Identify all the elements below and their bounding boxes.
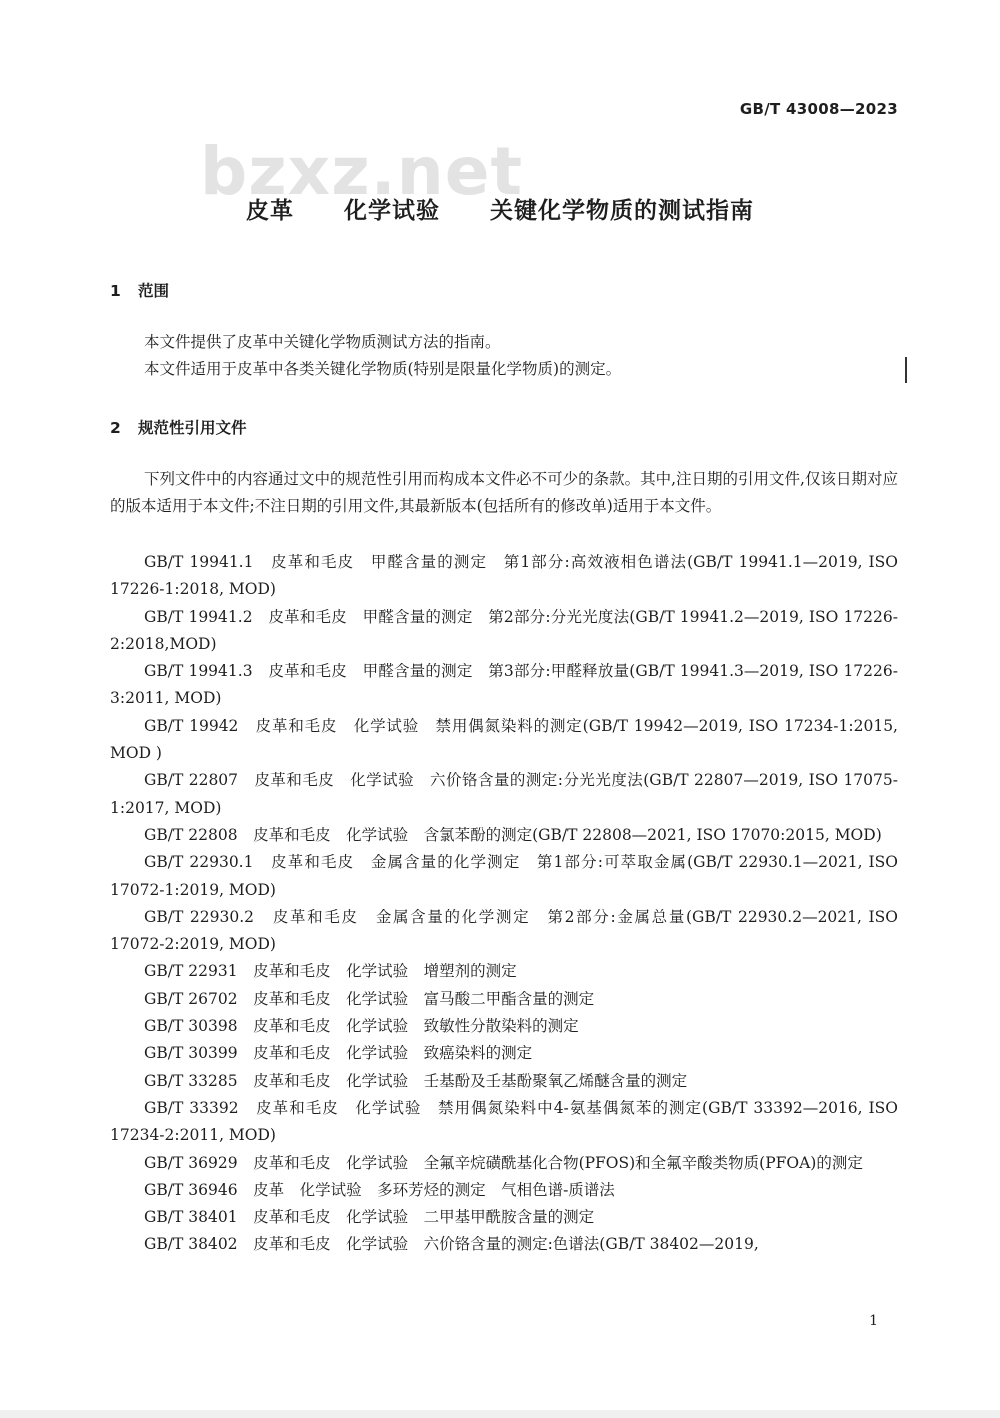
reference-item: GB/T 33392 皮革和毛皮 化学试验 禁用偶氮染料中4-氨基偶氮苯的测定(GB/T 33392—2016, ISO 17234-2:2011, MOD) <box>110 1098 903 1145</box>
section-title: 范围 <box>138 282 170 300</box>
reference-item: GB/T 38401 皮革和毛皮 化学试验 二甲基甲酰胺含量的测定 <box>144 1208 595 1227</box>
reference-item: GB/T 19941.1 皮革和毛皮 甲醛含量的测定 第1部分:高效液相色谱法(GB/T 19941.1—2019, ISO 17226-1:2018, MOD) <box>110 553 903 599</box>
reference-item: GB/T 30398 皮革和毛皮 化学试验 致敏性分散染料的测定 <box>144 1017 579 1036</box>
reference-list <box>110 549 903 1259</box>
reference-item: GB/T 22930.1 皮革和毛皮 金属含量的化学测定 第1部分:可萃取金属(GB/T 22930.1—2021, ISO 17072-1:2019, MOD) <box>110 853 903 899</box>
section-1-heading <box>110 279 169 301</box>
section-number: 2 <box>110 419 121 437</box>
revision-bar <box>905 357 907 383</box>
section-number: 1 <box>110 282 121 300</box>
reference-item: GB/T 30399 皮革和毛皮 化学试验 致癌染料的测定 <box>144 1044 533 1063</box>
scope-paragraph: 本文件提供了皮革中关键化学物质测试方法的指南。 <box>144 333 501 351</box>
reference-item: GB/T 33285 皮革和毛皮 化学试验 壬基酚及壬基酚聚氧乙烯醚含量的测定 <box>144 1071 688 1090</box>
reference-item: GB/T 22808 皮革和毛皮 化学试验 含氯苯酚的测定(GB/T 22808—2021, ISO 17070:2015, MOD) <box>144 825 882 844</box>
page-number: 1 <box>869 1313 878 1329</box>
reference-item: GB/T 22930.2 皮革和毛皮 金属含量的化学测定 第2部分:金属总量(GB/T 22930.2—2021, ISO 17072-2:2019, MOD) <box>110 907 903 954</box>
reference-item: GB/T 19942 皮革和毛皮 化学试验 禁用偶氮染料的测定(GB/T 19942—2019, ISO 17234-1:2015, MOD ) <box>110 716 903 763</box>
reference-item: GB/T 19941.3 皮革和毛皮 甲醛含量的测定 第3部分:甲醛释放量(GB/T 19941.3—2019, ISO 17226-3:2011, MOD) <box>110 662 898 708</box>
page-bottom-edge <box>0 1410 1000 1418</box>
standard-code: GB/T 43008—2023 <box>739 100 898 118</box>
scope-paragraph: 本文件适用于皮革中各类关键化学物质(特别是限量化学物质)的测定。 <box>144 360 622 378</box>
reference-item: GB/T 19941.2 皮革和毛皮 甲醛含量的测定 第2部分:分光光度法(GB/T 19941.2—2019, ISO 17226-2:2018,MOD) <box>110 607 898 653</box>
section-2-heading <box>110 416 247 438</box>
reference-item: GB/T 38402 皮革和毛皮 化学试验 六价铬含量的测定:色谱法(GB/T 38402—2019, <box>144 1235 759 1254</box>
references-intro: 下列文件中的内容通过文中的规范性引用而构成本文件必不可少的条款。其中,注日期的引用文件,仅该日期对应的版本适用于本文件;不注日期的引用文件,其最新版本(包括所有的修改单)适用于本文件。 <box>110 470 898 515</box>
watermark: bzxz.net <box>200 133 524 210</box>
document-title: 皮革 化学试验 关键化学物质的测试指南 <box>245 198 755 224</box>
reference-item: GB/T 26702 皮革和毛皮 化学试验 富马酸二甲酯含量的测定 <box>144 989 595 1008</box>
reference-item: GB/T 22807 皮革和毛皮 化学试验 六价铬含量的测定:分光光度法(GB/T 22807—2019, ISO 17075-1:2017, MOD) <box>110 771 898 817</box>
reference-item: GB/T 36946 皮革 化学试验 多环芳烃的测定 气相色谱-质谱法 <box>144 1180 615 1199</box>
reference-item: GB/T 36929 皮革和毛皮 化学试验 全氟辛烷磺酰基化合物(PFOS)和全氟辛酸类物质(PFOA)的测定 <box>144 1153 863 1172</box>
section-title: 规范性引用文件 <box>138 419 247 437</box>
reference-item: GB/T 22931 皮革和毛皮 化学试验 增塑剂的测定 <box>144 962 517 981</box>
